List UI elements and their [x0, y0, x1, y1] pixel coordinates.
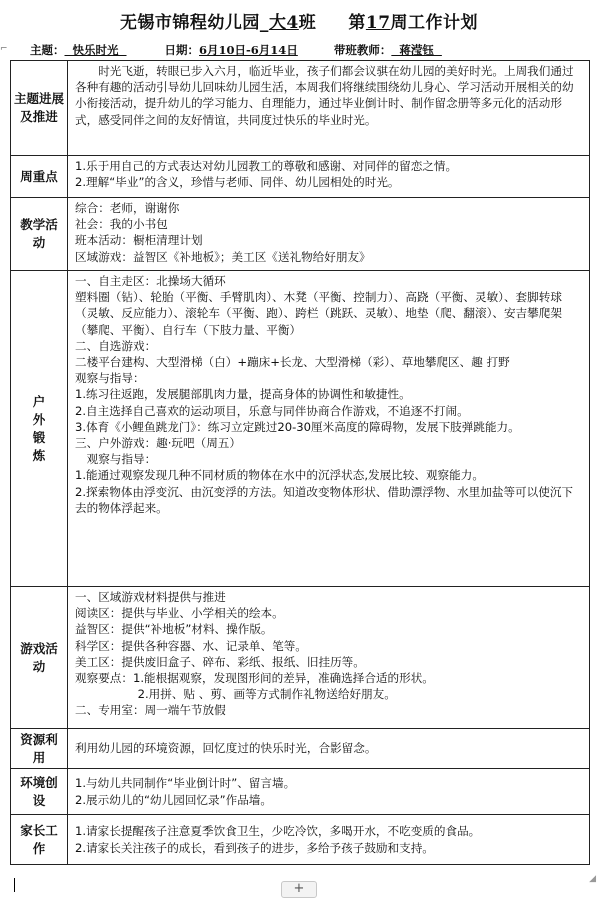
table-row — [11, 729, 590, 769]
title-class: 大4 — [268, 13, 299, 33]
row-label-outdoor: 户外锻炼 — [11, 271, 68, 587]
table-row — [11, 587, 590, 729]
list-item: 一、自主走区：北操场大循环 — [75, 274, 226, 288]
list-item: 1.乐于用自己的方式表达对幼儿园教工的尊敬和感谢、对同伴的留恋之情。 — [75, 159, 458, 173]
table-row — [11, 815, 590, 865]
cell-resource[interactable] — [68, 729, 590, 769]
list-item: 班本活动：橱柜清理计划 — [75, 233, 203, 248]
list-item: 2.请家长关注孩子的成长，看到孩子的进步，多给予孩子鼓励和支持。 — [75, 840, 434, 855]
meta-line — [30, 42, 590, 58]
list-item: 2.展示幼儿的“幼儿园回忆录”作品墙。 — [75, 792, 272, 807]
table-row — [11, 198, 590, 271]
cell-environment[interactable] — [68, 769, 590, 815]
list-item: 2.理解“毕业”的含义，珍惜与老师、同伴、幼儿园相处的时光。 — [75, 175, 400, 190]
theme-value: 快乐时光 — [64, 43, 127, 57]
text-cursor — [14, 878, 15, 892]
date-value: 6月10日-6月14日 — [199, 43, 298, 57]
list-item: 阅读区：提供与毕业、小学相关的绘本。 — [75, 606, 284, 621]
row-label-focus: 周重点 — [11, 156, 68, 198]
list-item: 美工区：提供废旧盒子、碎布、彩纸、报纸、旧挂历等。 — [75, 654, 365, 669]
title-mid: 班 第 — [298, 13, 366, 33]
list-item: 1.练习往返跑，发展腿部肌肉力量，提高身体的协调性和敏捷性。 — [75, 387, 411, 402]
list-item: 观察与指导： — [75, 371, 145, 386]
list-item: 2.用拼、贴 、剪、画等方式制作礼物送给好朋友。 — [137, 687, 396, 702]
anchor-mark-icon: ⌐ — [0, 44, 8, 54]
cell-outdoor[interactable] — [68, 271, 590, 587]
table-row — [11, 271, 590, 587]
teacher-value: 蒋滢钰 — [391, 43, 442, 57]
list-item: 塑料圈（钻）、轮胎（平衡、手臂肌肉）、木凳（平衡、控制力）、高跷（平衡、灵敏）、套脚转球（灵敏、反应能力）、滚轮车（平衡、跑）、跨栏（跳跃、灵敏）、地垫（爬、翻滚）、安吉攀爬架（攀爬、平衡）、自行车（下肢力量、平衡） — [75, 290, 562, 337]
list-item: 1.请家长提醒孩子注意夏季饮食卫生，少吃冷饮，多喝开水，不吃变质的食品。 — [75, 824, 481, 839]
list-item: 二、专用室：周一端午节放假 — [75, 703, 226, 718]
teacher-label: 带班教师： — [333, 43, 392, 57]
theme-label: 主题： — [30, 43, 65, 57]
list-item: 社会：我的小书包 — [75, 217, 168, 232]
table-row — [11, 61, 590, 156]
list-item: 二楼平台建构、大型滑梯（白）+蹦床+长龙、大型滑梯（彩）、草地攀爬区、趣 打野 — [75, 355, 510, 370]
title-week: 17 — [365, 13, 391, 33]
date-label: 日期： — [164, 43, 200, 57]
list-item: 益智区：提供“补地板”材料、操作版。 — [75, 622, 273, 637]
list-item: 1.与幼儿共同制作“毕业倒计时”、留言墙。 — [75, 776, 296, 791]
title-suffix: 周工作计划 — [390, 13, 479, 33]
add-row-button[interactable]: + — [281, 881, 317, 898]
title-school: 无锡市锦程幼儿园_ — [119, 13, 269, 33]
theme-text: 时光飞逝，转眼已步入六月，临近毕业，孩子们都会议骐在幼儿园的美好时光。上周我们通过各种有趣的活动引导幼儿回味幼儿园生活，本周我们将继续围绕幼儿身心、学习活动开展相关的幼小衔接活动，提升幼儿的学习能力、自理能力，通过毕业倒计时、制作留念册等多元化的活动形式，感受同伴之间的友好情谊，共同度过快乐的毕业时光。 — [75, 64, 574, 127]
weekly-plan-table — [10, 60, 590, 865]
row-label-theme: 主题进展及推进 — [11, 61, 68, 156]
list-item: 利用幼儿园的环境资源，回忆度过的快乐时光，合影留念。 — [75, 741, 377, 756]
row-label-play: 游戏活动 — [11, 587, 68, 729]
resize-handle-icon[interactable]: ◢ — [589, 874, 596, 884]
row-label-teaching: 教学活动 — [11, 198, 68, 271]
row-label-environment: 环境创设 — [11, 769, 68, 815]
list-item: 综合：老师，谢谢你 — [75, 201, 180, 215]
list-item: 1.能通过观察发现几种不同材质的物体在水中的沉浮状态,发展比较、观察能力。 — [75, 468, 484, 483]
table-row — [11, 156, 590, 198]
cell-teaching[interactable] — [68, 198, 590, 271]
list-item: 区域游戏：益智区《补地板》；美工区《送礼物给好朋友》 — [75, 249, 371, 264]
list-item: 一、区域游戏材料提供与推进 — [75, 590, 226, 604]
cell-play[interactable] — [68, 587, 590, 729]
cell-focus[interactable] — [68, 156, 590, 198]
list-item: 2.自主选择自己喜欢的运动项目，乐意与同伴协商合作游戏，不追逐不打闹。 — [75, 403, 469, 418]
row-label-parents: 家长工作 — [11, 815, 68, 865]
list-item: 3.体育《小鲤鱼跳龙门》：练习立定跳过20-30厘米高度的障碍物，发展下肢弹跳能力。 — [75, 419, 520, 434]
list-item: 科学区：提供各种容器、水、记录单、笔等。 — [75, 638, 307, 653]
list-item: 观察要点：1.能根据观察，发现图形间的差异，准确选择合适的形状。 — [75, 671, 434, 686]
list-item: 二、自选游戏： — [75, 338, 157, 353]
list-item: 观察与指导： — [86, 452, 157, 467]
table-row — [11, 769, 590, 815]
page-title — [0, 8, 598, 33]
cell-parents[interactable] — [68, 815, 590, 865]
list-item: 2.探索物体由浮变沉、由沉变浮的方法。知道改变物体形状、借助漂浮物、水里加盐等可以使沉下去的物体浮起来。 — [75, 484, 574, 515]
list-item: 三、户外游戏：趣·玩吧（周五） — [75, 436, 241, 451]
row-label-resource: 资源利用 — [11, 729, 68, 769]
cell-theme[interactable] — [68, 61, 590, 156]
